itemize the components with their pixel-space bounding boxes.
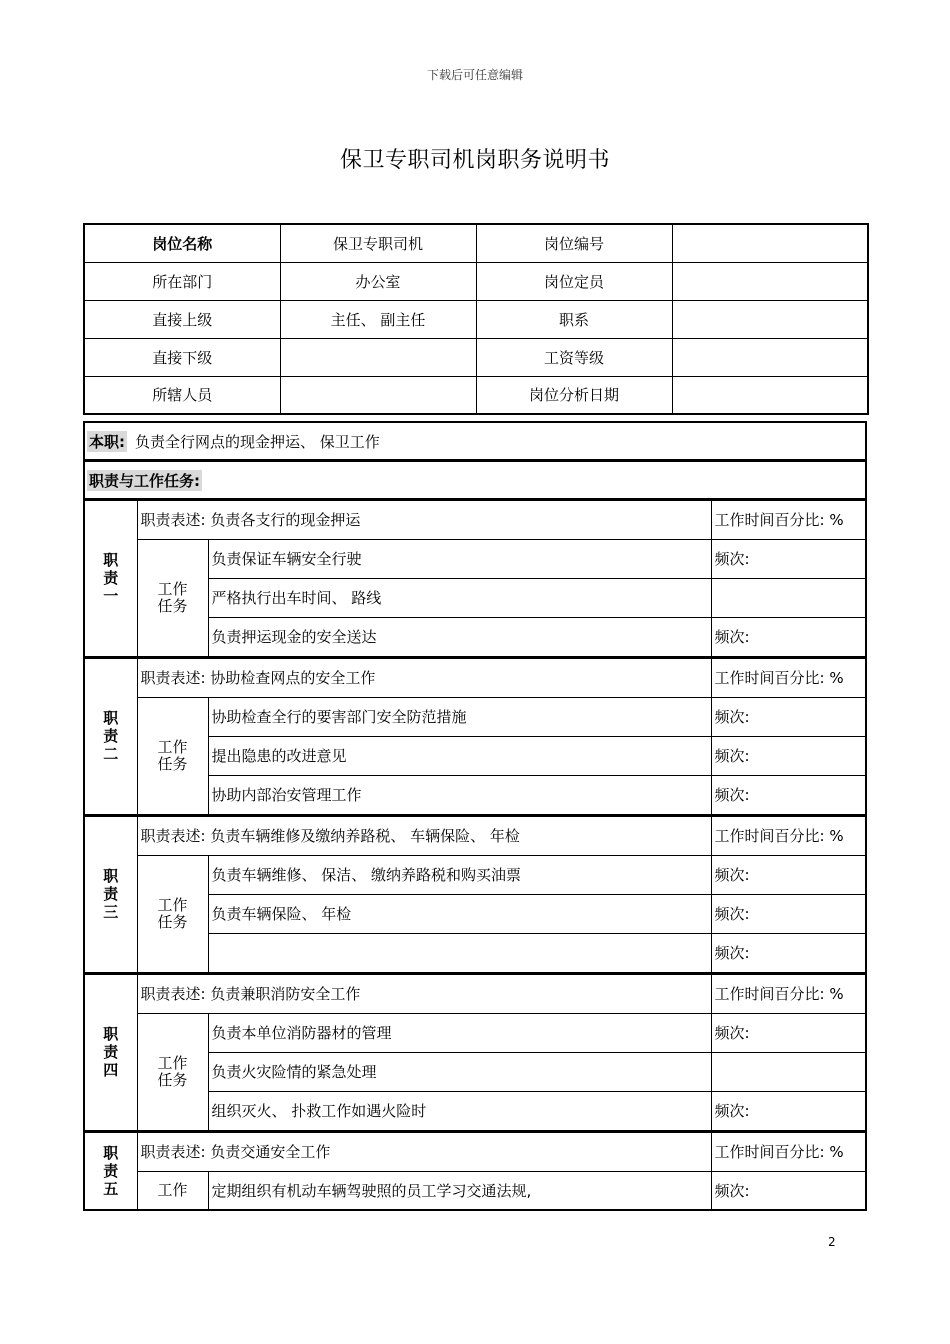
time-percentage: 工作时间百分比: % <box>711 658 866 697</box>
field-value <box>672 338 868 376</box>
task-text: 定期组织有机动车辆驾驶照的员工学习交通法规, <box>208 1171 711 1210</box>
work-task-label: 工作 <box>137 1171 208 1210</box>
field-label: 直接上级 <box>84 300 280 338</box>
tasks-header: 职责与工作任务: <box>89 471 200 490</box>
duty-description: 职责表述: 负责兼职消防安全工作 <box>137 974 711 1013</box>
duty-description: 职责表述: 协助检查网点的安全工作 <box>137 658 711 697</box>
info-row <box>84 338 868 376</box>
task-text: 协助内部治安管理工作 <box>208 775 711 814</box>
task-text: 提出隐患的改进意见 <box>208 736 711 775</box>
task-frequency: 频次: <box>711 617 866 656</box>
task-text: 负责保证车辆安全行驶 <box>208 539 711 578</box>
task-frequency: 频次: <box>711 855 866 894</box>
task-frequency: 频次: <box>711 1171 866 1210</box>
time-percentage: 工作时间百分比: % <box>711 500 866 539</box>
info-row <box>84 224 868 262</box>
field-label: 直接下级 <box>84 338 280 376</box>
field-value: 办公室 <box>280 262 476 300</box>
task-text: 负责车辆保险、 年检 <box>208 894 711 933</box>
field-value <box>672 376 868 414</box>
work-task-label: 工作任务 <box>137 855 208 972</box>
field-label: 所辖人员 <box>84 376 280 414</box>
info-row <box>84 376 868 414</box>
page-number: 2 <box>828 1235 836 1249</box>
duty-label: 职责三 <box>84 816 137 972</box>
field-value <box>280 376 476 414</box>
field-value: 保卫专职司机 <box>280 224 476 262</box>
field-label: 工资等级 <box>476 338 672 376</box>
main-duty-value: 负责全行网点的现金押运、 保卫工作 <box>135 432 380 451</box>
work-task-label: 工作任务 <box>137 697 208 814</box>
work-task-label: 工作任务 <box>137 1013 208 1130</box>
duty-label: 职责二 <box>84 658 137 814</box>
task-frequency <box>711 1052 866 1091</box>
task-frequency: 频次: <box>711 1013 866 1052</box>
task-text <box>208 933 711 972</box>
duty-description: 职责表述: 负责交通安全工作 <box>137 1132 711 1171</box>
task-frequency: 频次: <box>711 1091 866 1130</box>
duty-label: 职责五 <box>84 1132 137 1210</box>
duty-description: 职责表述: 负责车辆维修及缴纳养路税、 车辆保险、 年检 <box>137 816 711 855</box>
duty-label: 职责四 <box>84 974 137 1130</box>
task-frequency: 频次: <box>711 736 866 775</box>
document-title: 保卫专职司机岗职务说明书 <box>339 148 610 173</box>
field-value: 主任、 副主任 <box>280 300 476 338</box>
task-text: 严格执行出车时间、 路线 <box>208 578 711 617</box>
field-label: 所在部门 <box>84 262 280 300</box>
task-text: 负责押运现金的安全送达 <box>208 617 711 656</box>
time-percentage: 工作时间百分比: % <box>711 1132 866 1171</box>
task-text: 负责车辆维修、 保洁、 缴纳养路税和购买油票 <box>208 855 711 894</box>
duty-block-2 <box>83 657 867 815</box>
task-frequency <box>711 578 866 617</box>
duty-block-4 <box>83 973 867 1131</box>
main-duty-label: 本职: <box>89 432 125 451</box>
field-value <box>672 300 868 338</box>
field-label: 岗位名称 <box>84 224 280 262</box>
field-label: 职系 <box>476 300 672 338</box>
field-label: 岗位分析日期 <box>476 376 672 414</box>
task-frequency: 频次: <box>711 697 866 736</box>
tasks-header-row <box>83 460 867 499</box>
header-note: 下载后可任意编辑 <box>426 68 523 82</box>
task-text: 组织灭火、 扑救工作如遇火险时 <box>208 1091 711 1130</box>
field-value <box>672 224 868 262</box>
task-frequency: 频次: <box>711 775 866 814</box>
field-value <box>672 262 868 300</box>
main-duty-row <box>83 421 867 460</box>
field-label: 岗位定员 <box>476 262 672 300</box>
field-value <box>280 338 476 376</box>
position-info-table <box>83 223 869 415</box>
work-task-label: 工作任务 <box>137 539 208 656</box>
duty-description: 职责表述: 负责各支行的现金押运 <box>137 500 711 539</box>
task-text: 负责火灾险情的紧急处理 <box>208 1052 711 1091</box>
duty-block-1 <box>83 499 867 657</box>
duty-block-5 <box>83 1131 867 1211</box>
time-percentage: 工作时间百分比: % <box>711 816 866 855</box>
task-text: 负责本单位消防器材的管理 <box>208 1013 711 1052</box>
field-label: 岗位编号 <box>476 224 672 262</box>
info-row <box>84 262 868 300</box>
task-frequency: 频次: <box>711 894 866 933</box>
task-frequency: 频次: <box>711 539 866 578</box>
time-percentage: 工作时间百分比: % <box>711 974 866 1013</box>
duty-block-3 <box>83 815 867 973</box>
task-text: 协助检查全行的要害部门安全防范措施 <box>208 697 711 736</box>
info-row <box>84 300 868 338</box>
duty-label: 职责一 <box>84 500 137 656</box>
task-frequency: 频次: <box>711 933 866 972</box>
